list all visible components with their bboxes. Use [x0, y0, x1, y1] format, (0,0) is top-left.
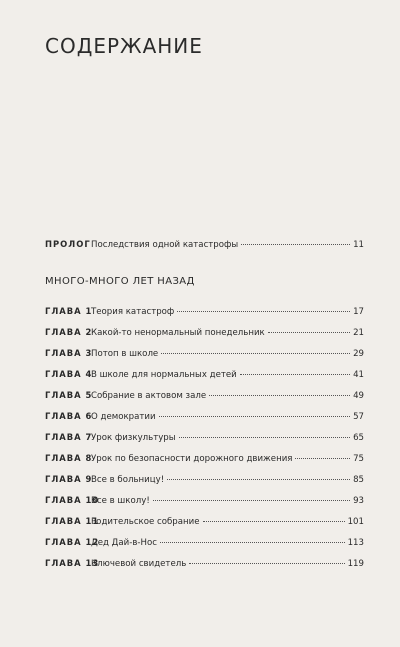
dot-leader [240, 373, 350, 375]
toc-entry-chapter-12[interactable] [45, 536, 364, 548]
dot-leader [203, 520, 345, 522]
entry-label: ГЛАВА 6 [45, 411, 93, 421]
entry-title: Собрание в актовом зале [91, 391, 207, 401]
entry-page-number: 29 [353, 349, 364, 359]
entry-label: ГЛАВА 8 [45, 453, 93, 463]
dot-leader [177, 310, 350, 312]
toc-entry-chapter-3[interactable] [45, 347, 364, 359]
dot-leader [167, 478, 350, 480]
entry-label: ГЛАВА 5 [45, 390, 93, 400]
dot-leader [161, 352, 350, 354]
toc-entry-chapter-2[interactable] [45, 326, 364, 338]
entry-title: Родительское собрание [91, 517, 200, 527]
entry-title: Ключевой свидетель [91, 559, 187, 569]
toc-entry-chapter-11[interactable] [45, 515, 364, 527]
entry-page-number: 65 [353, 433, 364, 443]
toc-entry-chapter-10[interactable] [45, 494, 364, 506]
entry-title: Все в больницу! [91, 475, 165, 485]
entry-label: ГЛАВА 2 [45, 327, 93, 337]
toc-entry-chapter-5[interactable] [45, 389, 364, 401]
entry-title: Потоп в школе [91, 349, 159, 359]
entry-page-number: 85 [353, 475, 364, 485]
toc-entry-chapter-13[interactable] [45, 557, 364, 569]
dot-leader [159, 415, 351, 417]
entry-title: Все в школу! [91, 496, 150, 506]
entry-title: О демократии [91, 412, 156, 422]
entry-page-number: 113 [347, 538, 364, 548]
toc-entry-chapter-4[interactable] [45, 368, 364, 380]
entry-label: ГЛАВА 12 [45, 537, 100, 547]
entry-page-number: 119 [347, 559, 364, 569]
entry-title: В школе для нормальных детей [91, 370, 237, 380]
dot-leader [189, 562, 344, 564]
entry-page-number: 11 [353, 240, 364, 250]
entry-page-number: 93 [353, 496, 364, 506]
dot-leader [295, 457, 350, 459]
entry-page-number: 49 [353, 391, 364, 401]
entry-page-number: 75 [353, 454, 364, 464]
toc-entry-chapter-6[interactable] [45, 410, 364, 422]
entry-title: Какой-то ненормальный понедельник [91, 328, 265, 338]
dot-leader [241, 243, 350, 245]
entry-label: ПРОЛОГ [45, 239, 91, 249]
entry-label: ГЛАВА 13 [45, 558, 100, 568]
entry-title: Урок по безопасности дорожного движения [91, 454, 293, 464]
entry-page-number: 17 [353, 307, 364, 317]
entry-title: Урок физкультуры [91, 433, 176, 443]
entry-title: Теория катастроф [91, 307, 175, 317]
toc-entry-prologue[interactable] [45, 238, 364, 250]
entry-label: ГЛАВА 10 [45, 495, 100, 505]
dot-leader [153, 499, 350, 501]
toc-entry-chapter-7[interactable] [45, 431, 364, 443]
entry-title: Дед Дай-в-Нос [91, 538, 157, 548]
section-title: МНОГО-МНОГО ЛЕТ НАЗАД [45, 276, 195, 287]
entry-label: ГЛАВА 7 [45, 432, 93, 442]
page-title: СОДЕРЖАНИЕ [45, 34, 203, 58]
entry-label: ГЛАВА 9 [45, 474, 93, 484]
entry-page-number: 57 [353, 412, 364, 422]
toc-entry-chapter-8[interactable] [45, 452, 364, 464]
entry-page-number: 101 [347, 517, 364, 527]
entry-label: ГЛАВА 11 [45, 516, 100, 526]
entry-label: ГЛАВА 4 [45, 369, 93, 379]
entry-label: ГЛАВА 1 [45, 306, 93, 316]
toc-entry-chapter-9[interactable] [45, 473, 364, 485]
toc-entry-chapter-1[interactable] [45, 305, 364, 317]
entry-label: ГЛАВА 3 [45, 348, 93, 358]
dot-leader [160, 541, 345, 543]
entry-page-number: 41 [353, 370, 364, 380]
dot-leader [179, 436, 351, 438]
entry-title: Последствия одной катастрофы [91, 240, 239, 250]
dot-leader [209, 394, 350, 396]
entry-page-number: 21 [353, 328, 364, 338]
dot-leader [268, 331, 350, 333]
